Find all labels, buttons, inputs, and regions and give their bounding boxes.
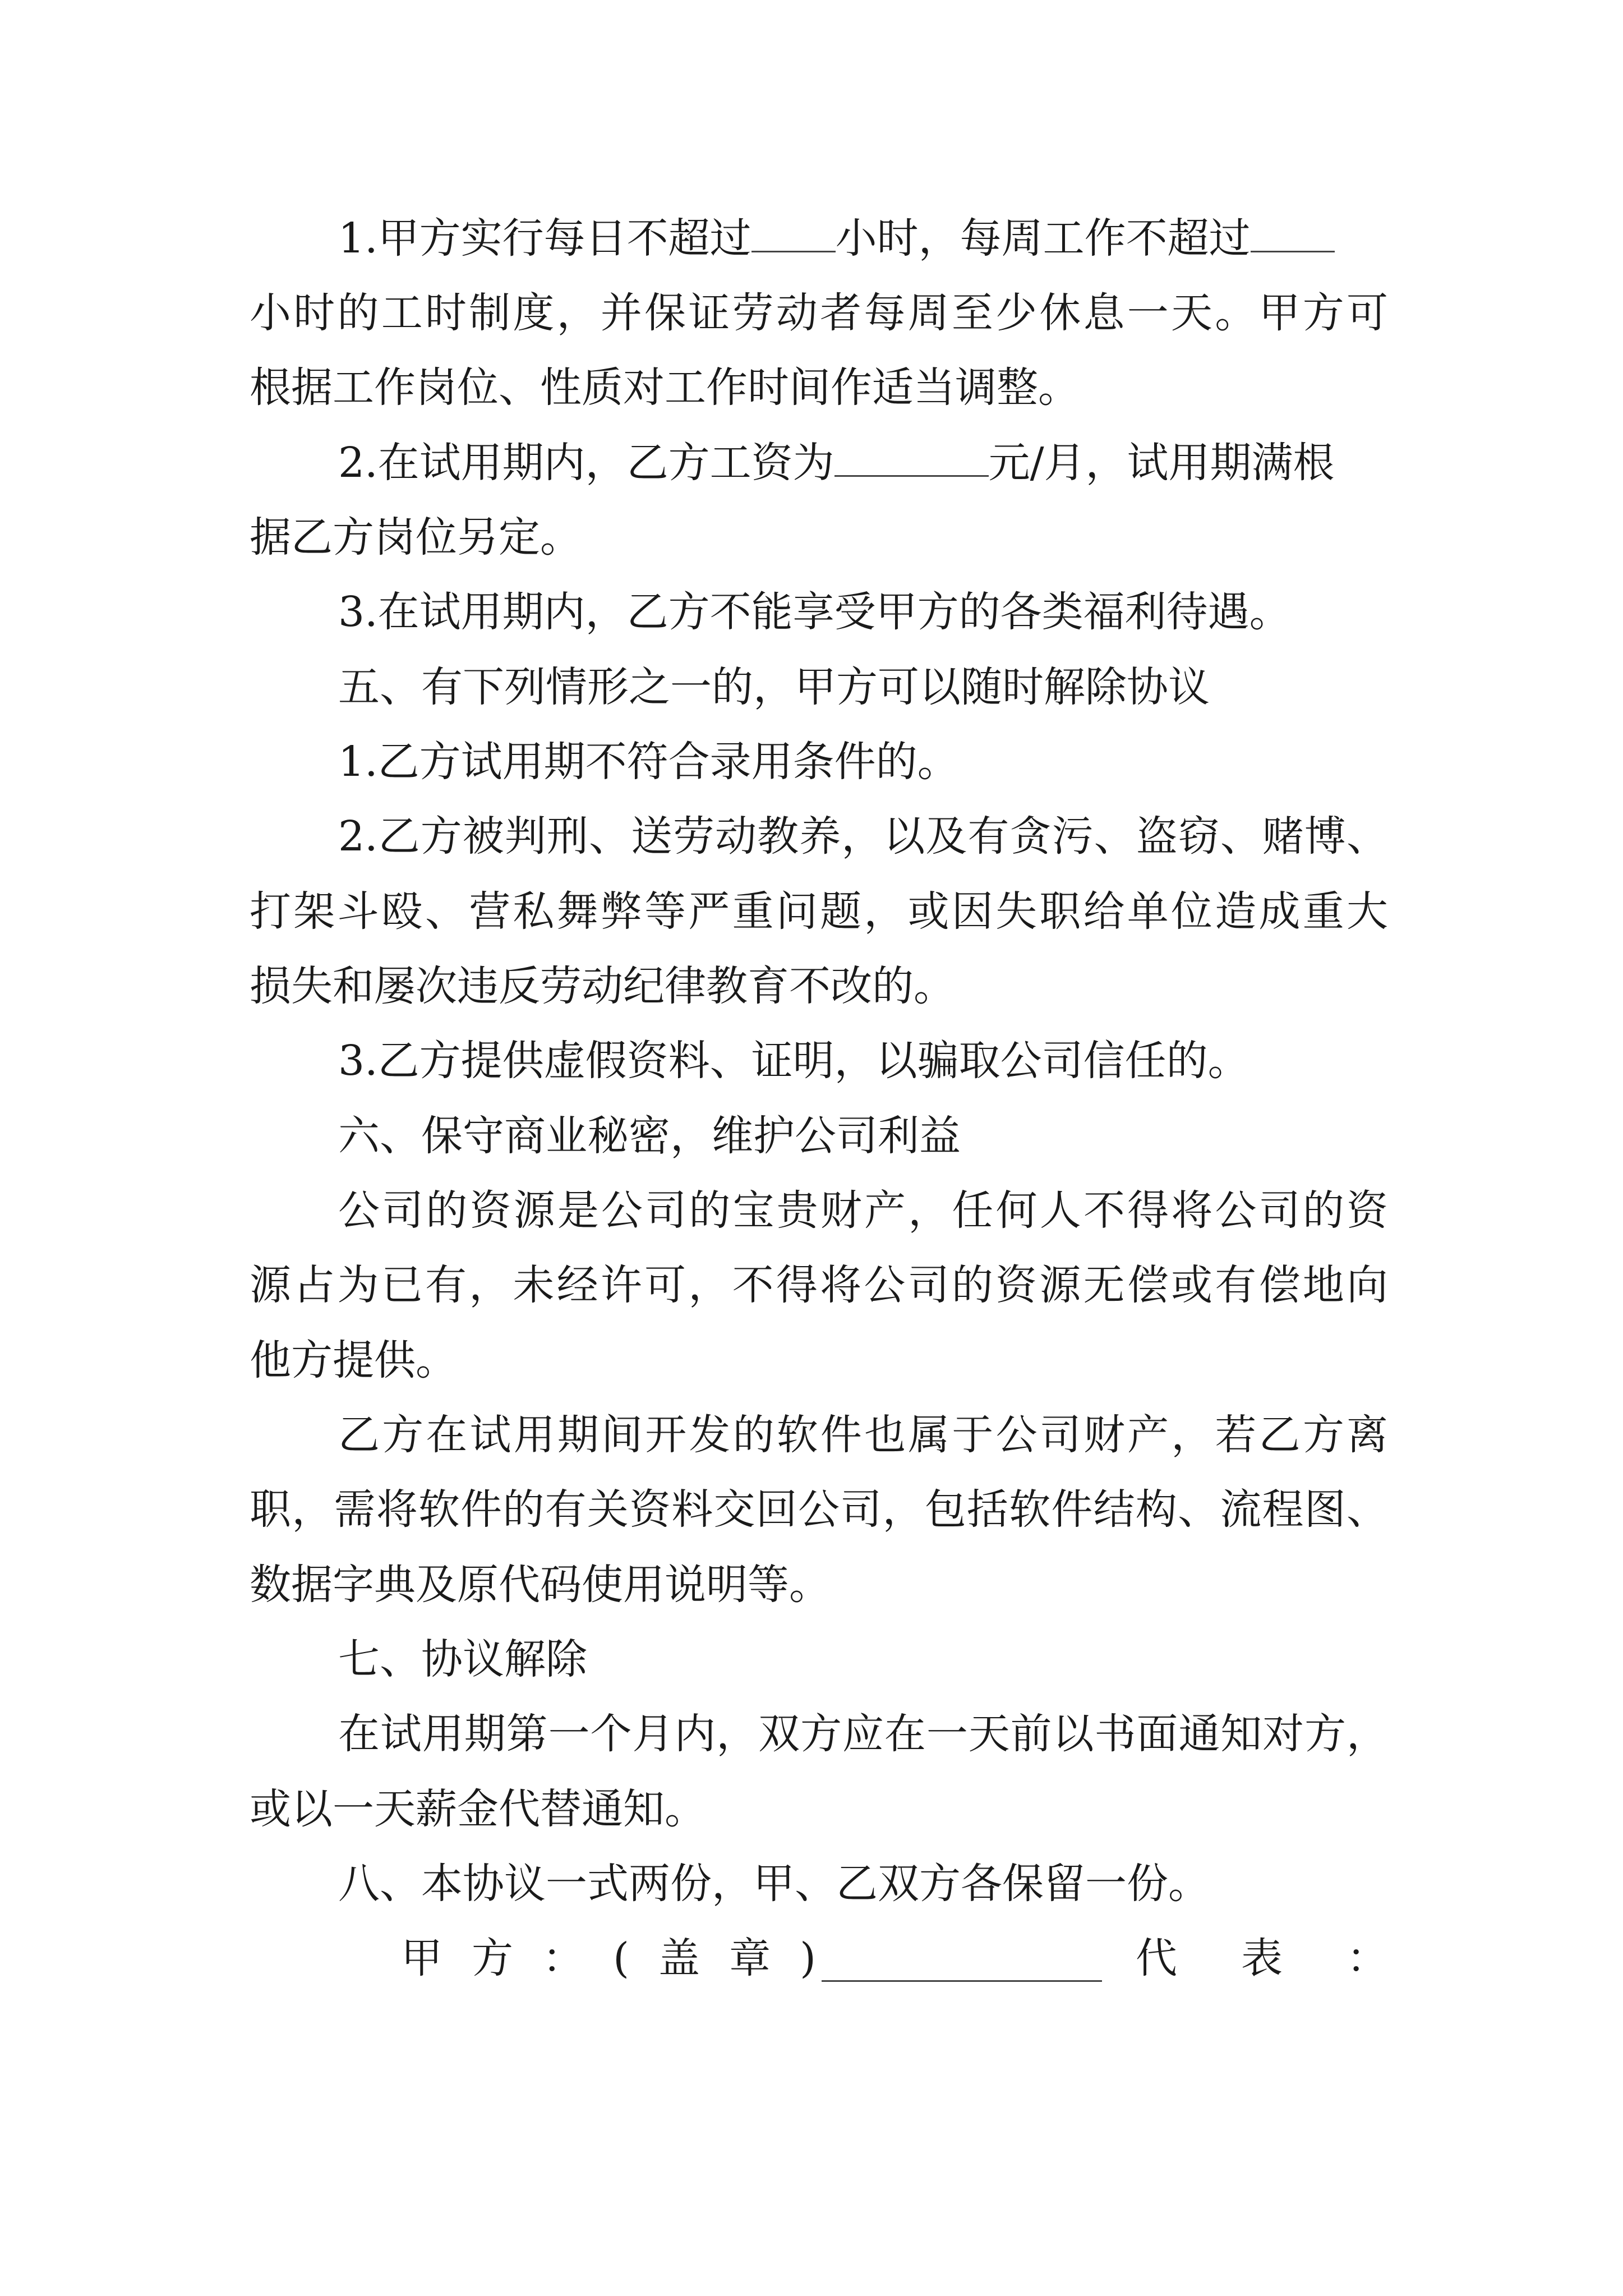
clause4-item1-line2: 小时的工时制度，并保证劳动者每周至少休息一天。甲方可: [250, 289, 1388, 337]
clause4-item1-text-a: 1.甲方实行每日不超过: [338, 214, 751, 263]
representative-label: [1136, 1927, 1388, 1989]
clause4-item1-line3: 根据工作岗位、性质对工作时间作适当调整。: [250, 364, 1080, 412]
party-a-seal-blank[interactable]: [822, 1935, 1102, 1982]
representative-label-text: 代表：: [1136, 1934, 1388, 1982]
clause6-p2-line2: 职，需将软件的有关资料交回公司，包括软件结构、流程图、: [250, 1485, 1388, 1534]
clause4-item1-text-b: 小时，每周工作不超过: [835, 214, 1251, 263]
party-a-label-text: 甲方：(盖章): [401, 1934, 816, 1982]
daily-hours-blank[interactable]: [751, 216, 836, 252]
salary-blank[interactable]: [834, 440, 989, 477]
clause6-p2-line1: 乙方在试用期间开发的软件也属于公司财产，若乙方离: [338, 1411, 1388, 1459]
clause4-item2-line1: [338, 432, 1335, 494]
clause6-p1-line2: 源占为已有，未经许可，不得将公司的资源无偿或有偿地向: [250, 1261, 1388, 1309]
clause4-item3: 3.在试用期内，乙方不能享受甲方的各类福利待遇。: [338, 588, 1291, 636]
clause5-heading: 五、有下列情形之一的，甲方可以随时解除协议: [338, 663, 1210, 711]
party-a-seal-label: [401, 1927, 816, 1989]
clause5-item3: 3.乙方提供虚假资料、证明，以骗取公司信任的。: [338, 1037, 1249, 1085]
clause7-p1-line2: 或以一天薪金代替通知。: [250, 1785, 706, 1833]
clause5-item2-line2: 打架斗殴、营私舞弊等严重问题，或因失职给单位造成重大: [250, 887, 1388, 936]
clause7-p1-line1: 在试用期第一个月内，双方应在一天前以书面通知对方，: [338, 1710, 1388, 1758]
weekly-hours-blank[interactable]: [1251, 216, 1335, 252]
clause5-item2-line3: 损失和屡次违反劳动纪律教育不改的。: [250, 962, 955, 1010]
clause5-item1: 1.乙方试用期不符合录用条件的。: [338, 738, 959, 786]
clause5-item2-line1: 2.乙方被判刑、送劳动教养，以及有贪污、盗窃、赌博、: [338, 812, 1388, 861]
clause7-heading: 七、协议解除: [338, 1635, 587, 1683]
clause6-heading: 六、保守商业秘密，维护公司利益: [338, 1112, 961, 1160]
clause4-item2-text-b: 元/月，试用期满根: [988, 439, 1335, 487]
clause6-p2-line3: 数据字典及原代码使用说明等。: [250, 1561, 831, 1609]
clause8-heading: 八、本协议一式两份，甲、乙双方各保留一份。: [338, 1860, 1210, 1908]
clause4-item2-text-a: 2.在试用期内，乙方工资为: [338, 439, 834, 487]
clause4-item1-line1: [338, 208, 1335, 269]
clause4-item2-line2: 据乙方岗位另定。: [250, 513, 582, 562]
clause6-p1-line1: 公司的资源是公司的宝贵财产，任何人不得将公司的资: [338, 1186, 1388, 1235]
signature-line: [401, 1927, 1388, 1989]
clause6-p1-line3: 他方提供。: [250, 1336, 457, 1384]
